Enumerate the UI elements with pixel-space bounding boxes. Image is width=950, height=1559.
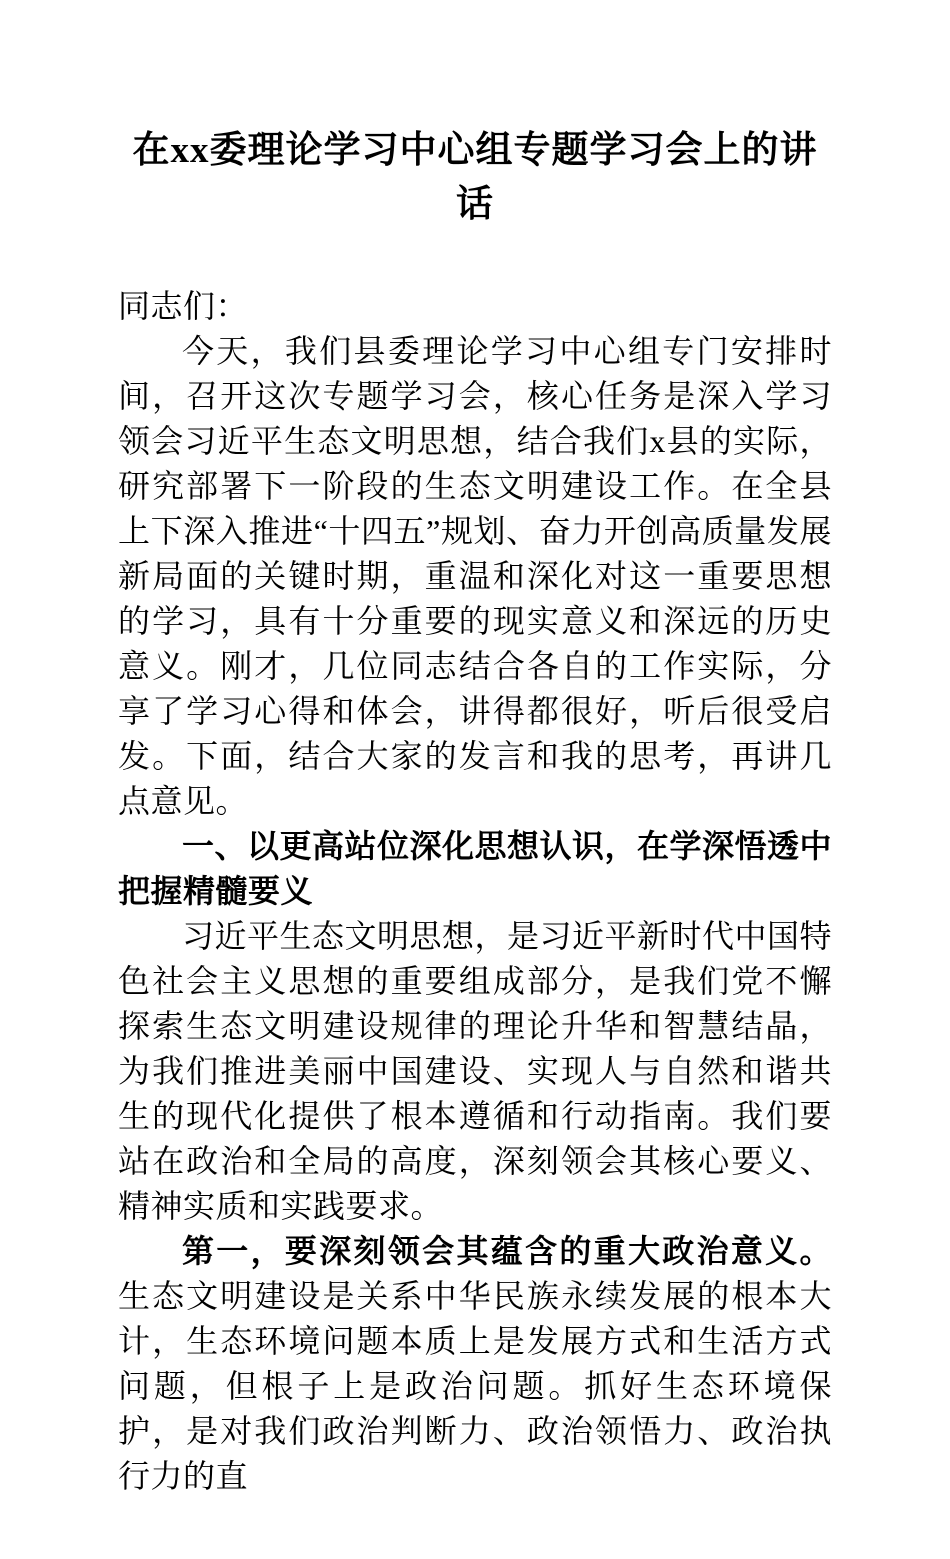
paragraph-point-1-lead: 第一，要深刻领会其蕴含的重大政治意义。: [182, 1233, 832, 1269]
paragraph-intro: 今天，我们县委理论学习中心组专门安排时间，召开这次专题学习会，核心任务是深入学习领会习近平生态文明思想，结合我们x县的实际，研究部署下一阶段的生态文明建设工作。在全县上下深入推进“十四五”规划、奋力开创高质量发展新局面的关键时期，重温和深化对这一重要思想的学习，具有十分重要的现实意义和深远的历史意义。刚才，几位同志结合各自的工作实际，分享了学习心得和体会，讲得都很好，听后很受启发。下面，结合大家的发言和我的思考，再讲几点意见。: [118, 333, 832, 819]
paragraph-point-1-text: 生态文明建设是关系中华民族永续发展的根本大计，生态环境问题本质上是发展方式和生活方式问题，但根子上是政治问题。抓好生态环境保护，是对我们政治判断力、政治领悟力、政治执行力的直: [118, 1278, 832, 1494]
paragraph-point-1: [118, 1229, 832, 1499]
section-heading-1: 一、以更高站位深化思想认识，在学深悟透中把握精髓要义: [118, 828, 833, 909]
document-title: 在xx委理论学习中心组专题学习会上的讲话: [132, 130, 818, 225]
salutation: 同志们：: [118, 288, 249, 324]
paragraph-section-body: 习近平生态文明思想，是习近平新时代中国特色社会主义思想的重要组成部分，是我们党不懈探索生态文明建设规律的理论升华和智慧结晶，为我们推进美丽中国建设、实现人与自然和谐共生的现代化提供了根本遵循和行动指南。我们要站在政治和全局的高度，深刻领会其核心要义、精神实质和实践要求。: [118, 918, 833, 1224]
